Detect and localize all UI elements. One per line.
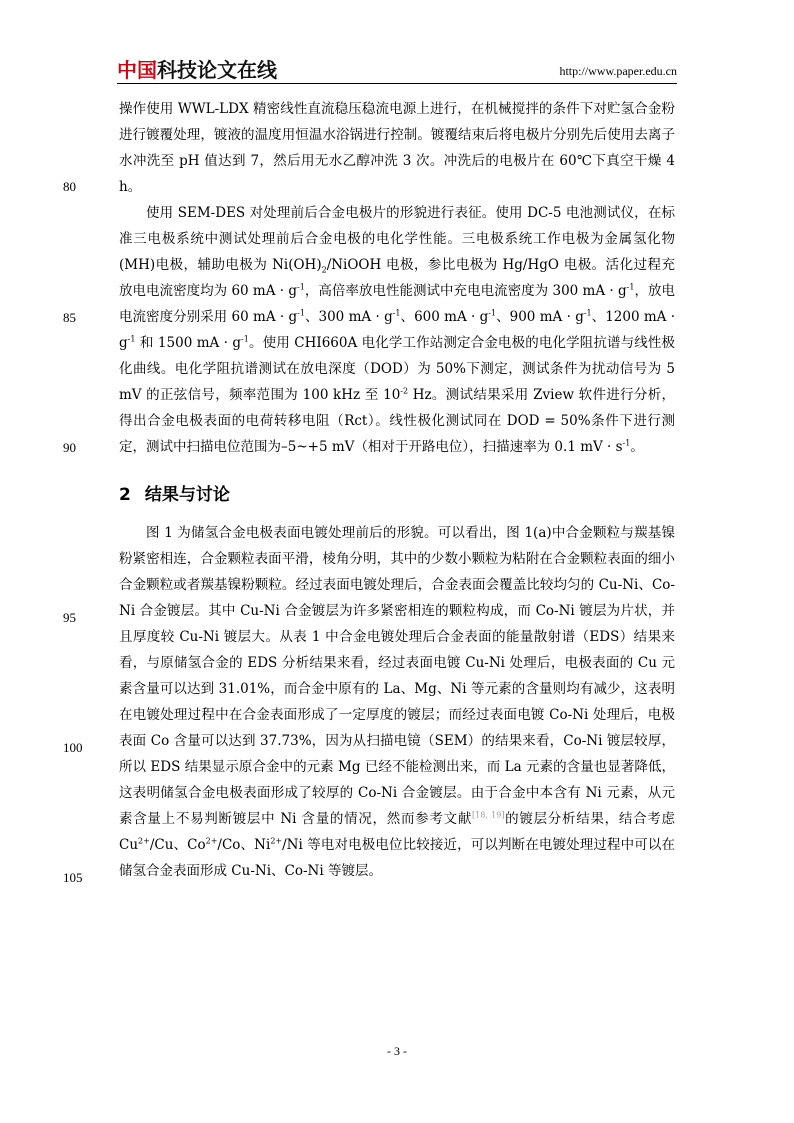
- line-number: 90: [63, 440, 76, 455]
- page-header: [117, 58, 677, 84]
- paragraph-results: [119, 520, 675, 884]
- paragraph-methods-plating: [119, 96, 675, 200]
- paragraph-methods-testing: [119, 200, 675, 460]
- line-number: 105: [63, 870, 83, 885]
- paragraph-text: 操作使用 WWL-LDX 精密线性直流稳压稳流电源上进行，在机械搅拌的条件下对贮氢合金粉进行镀覆处理，镀液的温度用恒温水浴锅进行控制。镀覆结束后将电极片分别先后使用去离子水冲洗至 pH 值达到 7，然后用无水乙醇冲洗 3 次。冲洗后的电极片在 60℃下真空干燥 4 h。: [119, 101, 676, 195]
- section-number: 2: [119, 485, 131, 505]
- paragraph-text: 使用 SEM-DES 对处理前后合金电极片的形貌进行表征。使用 DC-5 电池测试仪，在标准三电极系统中测试处理前后合金电极的电化学性能。三电极系统工作电极为金属氢化物 (MH)电极，辅助电极为 $Ni(OH)_2$/NiOOH 电极，参比电极为 Hg/HgO 电极。活化过程充放电电流密度均为 60 mA · $g^{-1}$，高倍率放电性能测试中充电电流密度为 300 mA · $g^{-1}$，放电电流密度分别采用 60 mA · $g^{-1}$、300 mA · $g^{-1}$、600 mA · $g^{-1}$、900 mA · $g^{-1}$、1200 mA · $g^{-1}$ 和 1500 mA · $g^{-1}$。使用 CHI660A 电化学工作站测定合金电极的电化学阻抗谱与线性极化曲线。电化学阻抗谱测试在放电深度（DOD）为 50%下测定，测试条件为扰动信号为 5 mV 的正弦信号，频率范围为 100 kHz 至 $10^{-2}$ Hz。测试结果采用 Zview 软件进行分析，得出合金电极表面的电荷转移电阻（Rct）。线性极化测试同在 DOD = 50%条件下进行测定，测试中扫描电位范围为–5~+5 mV（相对于开路电位），扫描速率为 0.1 mV · $s^{-1}$。: [119, 205, 676, 455]
- section-heading: [119, 480, 244, 505]
- header-url[interactable]: http://www.paper.edu.cn: [559, 64, 677, 78]
- logo-red-text: 中国: [117, 58, 157, 82]
- journal-logo: [117, 58, 277, 82]
- citation-ref[interactable]: [18, 19]: [472, 810, 505, 820]
- logo-dark-text: 科技论文在线: [157, 58, 277, 82]
- line-number: 85: [63, 310, 76, 325]
- line-number: 95: [63, 610, 76, 625]
- line-number: 80: [63, 179, 76, 194]
- header-rule: [117, 83, 677, 84]
- paragraph-text: 图 1 为储氢合金电极表面电镀处理前后的形貌。可以看出，图 1(a)中合金颗粒与羰基镍粉紧密相连，合金颗粒表面平滑，棱角分明，其中的少数小颗粒为粘附在合金颗粒表面的细小合金颗粒或者羰基镍粉颗粒。经过表面电镀处理后，合金表面会覆盖比较均匀的 Cu-Ni、Co-Ni 合金镀层。其中 Cu-Ni 合金镀层为许多紧密相连的颗粒构成，而 Co-Ni 镀层为片状，并且厚度较 Cu-Ni 镀层大。从表 1 中合金电镀处理后合金表面的能量散射谱（EDS）结果来看，与原储氢合金的 EDS 分析结果来看，经过表面电镀 Cu-Ni 处理后，电极表面的 Cu 元素含量可以达到 31.01%，而合金中原有的 La、Mg、Ni 等元素的含量则均有减少，这表明在电镀处理过程中在合金表面形成了一定厚度的镀层；而经过表面电镀 Co-Ni 处理后，电极表面 Co 含量可以达到 37.73%，因为从扫描电镜（SEM）的结果来看，Co-Ni 镀层较厚，所以 EDS 结果显示原合金中的元素 Mg 已经不能检测出来，而 La 元素的含量也显著降低，这表明储氢合金电极表面形成了较厚的 Co-Ni 合金镀层。由于合金中本含有 Ni 元素，从元素含量上不易判断镀层中 Ni 含量的情况，然而参考文献[18, 19]的镀层分析结果，结合考虑 $Cu^{2+}/Cu$、$Co^{2+}/Co$、$Ni^{2+}/Ni$ 等电对电极电位比较接近，可以判断在电镀处理过程中可以在储氢合金表面形成 Cu-Ni、Co-Ni 等镀层。: [119, 525, 676, 879]
- page-number: - 3 -: [387, 1044, 407, 1058]
- section-title: 结果与讨论: [144, 485, 230, 505]
- line-number: 100: [63, 740, 83, 755]
